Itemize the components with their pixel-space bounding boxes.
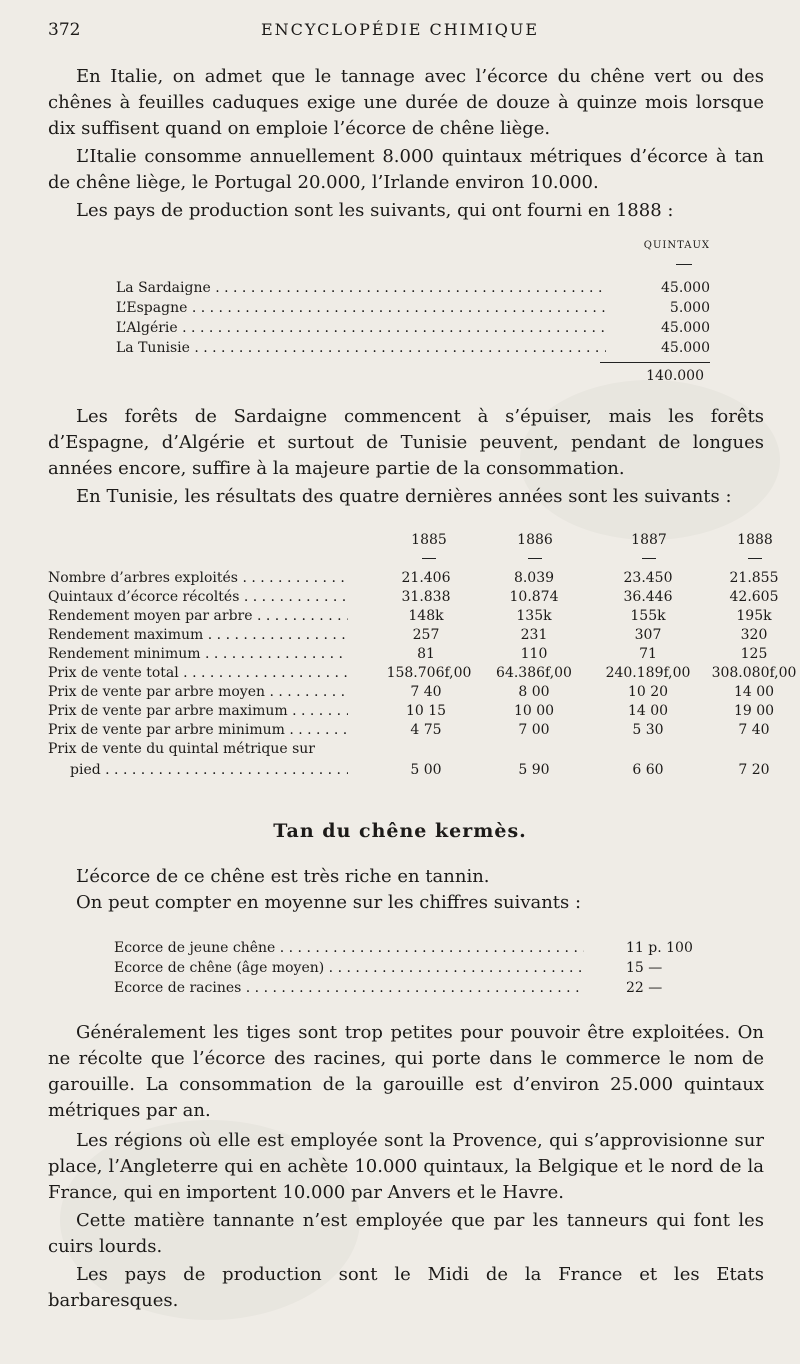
cell-value: 31.838 bbox=[401, 589, 451, 605]
tunisia-table bbox=[48, 532, 797, 792]
row-value: 11 p. 100 bbox=[626, 940, 693, 956]
paragraph: En Italie, on admet que le tannage avec l’écorce du chêne vert ou des chênes à feuilles caduques exige une durée de douze à quinze mois lorsque dix suffisent quand on emploie l’écorce de chêne liège. bbox=[48, 66, 764, 139]
row-label: L’Espagne . . . bbox=[116, 300, 606, 316]
cell-value: 71 bbox=[639, 646, 657, 662]
row-label: Prix de vente par arbre moyen . . . bbox=[48, 684, 348, 700]
cell-value: 135k bbox=[516, 608, 552, 624]
cell-value: 5 90 bbox=[518, 762, 550, 778]
table-row bbox=[48, 741, 768, 760]
cell-value: 7 40 bbox=[410, 684, 442, 700]
year-underline bbox=[422, 558, 436, 559]
cell-value: 8.039 bbox=[513, 570, 555, 586]
row-label: Nombre d’arbres exploités . . . bbox=[48, 570, 348, 586]
row-label: La Sardaigne . . . bbox=[116, 280, 606, 296]
table-row bbox=[48, 665, 797, 684]
column-year: 1887 bbox=[631, 532, 667, 548]
column-year: 1886 bbox=[517, 532, 553, 548]
table-row bbox=[48, 608, 772, 627]
table-row bbox=[48, 684, 775, 703]
cell-value: 125 bbox=[740, 646, 768, 662]
row-label: Prix de vente par arbre minimum . . . bbox=[48, 722, 348, 738]
cell-value: 5 00 bbox=[410, 762, 442, 778]
cell-value: 110 bbox=[520, 646, 548, 662]
table-row bbox=[48, 570, 779, 589]
row-value: 22 — bbox=[626, 980, 663, 996]
cell-value: 10 20 bbox=[627, 684, 669, 700]
row-label: Rendement minimum . . . bbox=[48, 646, 348, 662]
table-row bbox=[114, 940, 714, 960]
year-underline bbox=[748, 558, 762, 559]
column-year: 1885 bbox=[411, 532, 447, 548]
table-row bbox=[116, 320, 710, 340]
cell-value: 320 bbox=[740, 627, 768, 643]
cell-value: 195k bbox=[736, 608, 772, 624]
row-label: Prix de vente total . . . bbox=[48, 665, 348, 681]
year-underline bbox=[528, 558, 542, 559]
cell-value: 6 60 bbox=[632, 762, 664, 778]
cell-value: 307 bbox=[634, 627, 662, 643]
cell-value: 7 00 bbox=[518, 722, 550, 738]
row-value: 45.000 bbox=[661, 320, 710, 336]
cell-value: 10 15 bbox=[405, 703, 447, 719]
row-label: Prix de vente du quintal métrique sur bbox=[48, 741, 315, 757]
cell-value: 4 75 bbox=[410, 722, 442, 738]
row-label: L’Algérie . . . bbox=[116, 320, 606, 336]
cell-value: 36.446 bbox=[623, 589, 673, 605]
section-title: Tan du chêne kermès. bbox=[273, 820, 527, 842]
paragraph: Généralement les tiges sont trop petites pour pouvoir être exploitées. On ne récolte que l’écorce des racines, qui porte dans le commerce le nom de garouille. La consommation de la garouille est d’environ 25.000 quintaux métriques par an. bbox=[48, 1022, 764, 1121]
cell-value: 14 00 bbox=[733, 684, 775, 700]
cell-value: 81 bbox=[417, 646, 435, 662]
table-row bbox=[116, 340, 710, 360]
row-label: pied . . . bbox=[48, 762, 348, 778]
table-row bbox=[48, 722, 768, 741]
paragraph: Les forêts de Sardaigne commencent à s’épuiser, mais les forêts d’Espagne, d’Algérie et surtout de Tunisie peuvent, pendant de longues années encore, suffire à la majeure partie de la consommation. bbox=[48, 406, 764, 479]
cell-value: 42.605 bbox=[729, 589, 779, 605]
paragraph: Les pays de production sont le Midi de la France et les Etats barbaresques. bbox=[48, 1264, 764, 1311]
cell-value: 257 bbox=[412, 627, 440, 643]
cell-value: 21.855 bbox=[729, 570, 779, 586]
column-year: 1888 bbox=[737, 532, 773, 548]
paragraph: En Tunisie, les résultats des quatre dernières années sont les suivants : bbox=[76, 486, 732, 507]
row-label: Prix de vente par arbre maximum . . . bbox=[48, 703, 348, 719]
cell-value: 23.450 bbox=[623, 570, 673, 586]
table-row bbox=[48, 627, 768, 646]
row-value: 45.000 bbox=[661, 340, 710, 356]
cell-value: 5 30 bbox=[632, 722, 664, 738]
row-label: Ecorce de chêne (âge moyen) . . . bbox=[114, 960, 584, 976]
cell-value: 7 40 bbox=[738, 722, 770, 738]
table-row bbox=[114, 980, 714, 1000]
row-label: Rendement maximum . . . bbox=[48, 627, 348, 643]
cell-value: 64.386f,00 bbox=[496, 665, 572, 681]
cell-value: 148k bbox=[408, 608, 444, 624]
paragraph: L’Italie consomme annuellement 8.000 quintaux métriques d’écorce à tan de chêne liège, le Portugal 20.000, l’Irlande environ 10.000. bbox=[48, 146, 764, 193]
table-row bbox=[116, 300, 710, 320]
cell-value: 240.189f,00 bbox=[605, 665, 691, 681]
cell-value: 10.874 bbox=[509, 589, 559, 605]
page-number: 372 bbox=[48, 20, 81, 40]
cell-value: 14 00 bbox=[627, 703, 669, 719]
table-row bbox=[114, 960, 714, 980]
paragraph: Les régions où elle est employée sont la Provence, qui s’approvisionne sur place, l’Angleterre qui en achète 10.000 quintaux, la Belgique et le nord de la France, qui en importent 10.000 par Anvers et le Havre. bbox=[48, 1130, 764, 1203]
total-value: 140.000 bbox=[646, 368, 704, 384]
row-value: 15 — bbox=[626, 960, 663, 976]
row-value: 5.000 bbox=[669, 300, 710, 316]
unit-header: QUINTAUX bbox=[643, 240, 710, 251]
total-row bbox=[116, 368, 710, 388]
unit-underline bbox=[676, 264, 692, 265]
cell-value: 19 00 bbox=[733, 703, 775, 719]
cell-value: 7 20 bbox=[738, 762, 770, 778]
row-label: Quintaux d’écorce récoltés . . . bbox=[48, 589, 348, 605]
paragraph: L’écorce de ce chêne est très riche en tannin. bbox=[76, 866, 490, 887]
row-label: La Tunisie . . . bbox=[116, 340, 606, 356]
paragraph: Les pays de production sont les suivants, qui ont fourni en 1888 : bbox=[76, 200, 674, 221]
cell-value: 8 00 bbox=[518, 684, 550, 700]
total-rule bbox=[600, 362, 710, 363]
running-title: ENCYCLOPÉDIE CHIMIQUE bbox=[260, 20, 540, 39]
table-row bbox=[48, 703, 775, 722]
row-label: Ecorce de racines . . . bbox=[114, 980, 584, 996]
page-header bbox=[48, 20, 752, 46]
cell-value: 10 00 bbox=[513, 703, 555, 719]
table-row bbox=[48, 646, 768, 665]
paragraph: Cette matière tannante n’est employée que par les tanneurs qui font les cuirs lourds. bbox=[48, 1210, 764, 1257]
row-value: 45.000 bbox=[661, 280, 710, 296]
table-row bbox=[48, 762, 768, 781]
cell-value: 21.406 bbox=[401, 570, 451, 586]
cell-value: 231 bbox=[520, 627, 548, 643]
table-row bbox=[116, 280, 710, 300]
table-row bbox=[48, 589, 779, 608]
year-underline bbox=[642, 558, 656, 559]
row-label: Rendement moyen par arbre . . . bbox=[48, 608, 348, 624]
row-label: Ecorce de jeune chêne . . . bbox=[114, 940, 584, 956]
cell-value: 158.706f,00 bbox=[386, 665, 472, 681]
cell-value: 155k bbox=[630, 608, 666, 624]
cell-value: 308.080f,00 bbox=[711, 665, 797, 681]
paragraph: On peut compter en moyenne sur les chiffres suivants : bbox=[76, 892, 582, 913]
